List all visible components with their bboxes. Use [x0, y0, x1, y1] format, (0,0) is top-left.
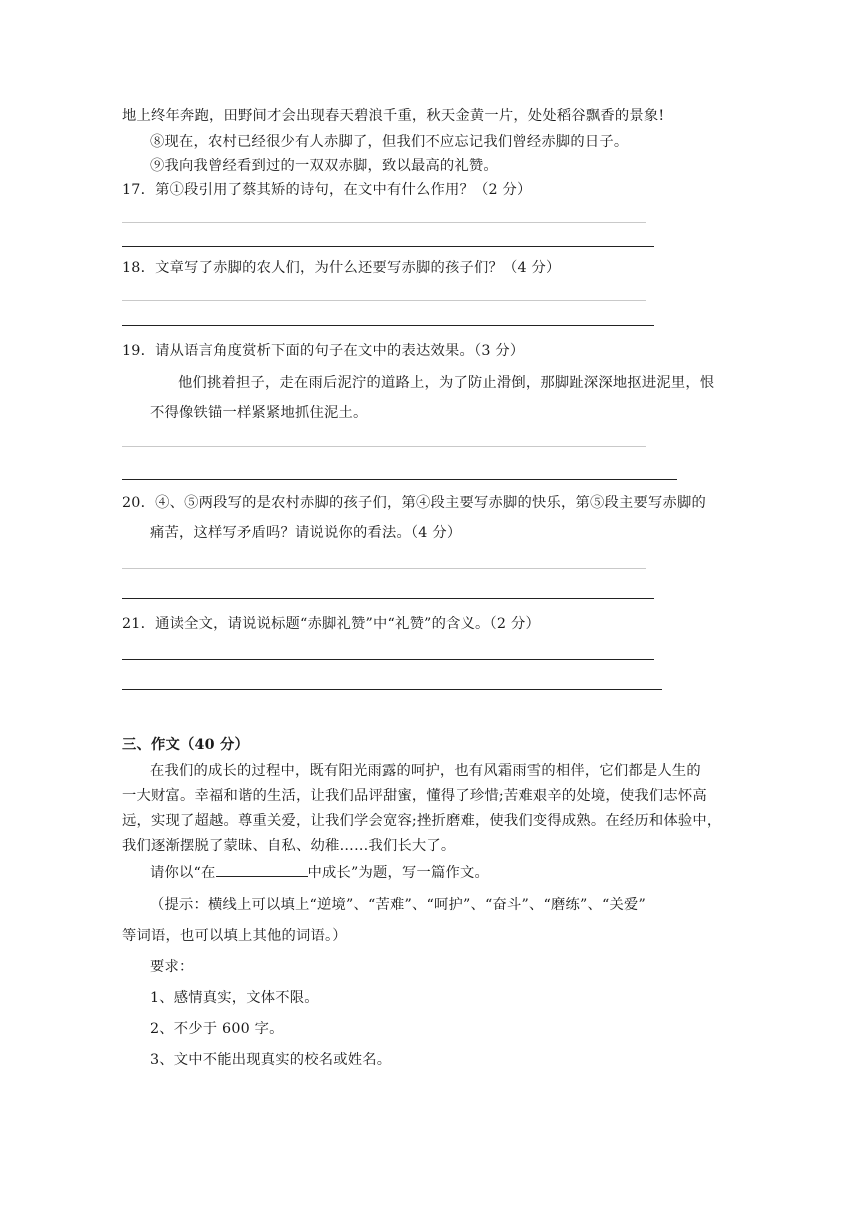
question-17: 17．第①段引用了蔡其矫的诗句，在文中有什么作用？（2 分） — [122, 182, 532, 198]
passage-line: 地上终年奔跑，田野间才会出现春天碧浪千重，秋天金黄一片，处处稻谷飘香的景象! — [122, 108, 665, 124]
section-heading: 三、作文（40 分） — [122, 737, 249, 753]
title-blank[interactable] — [216, 862, 308, 877]
answer-line[interactable] — [122, 300, 646, 301]
answer-line[interactable] — [122, 659, 654, 660]
prompt-text-after: 中成长”为题，写一篇作文。 — [307, 865, 489, 881]
requirement-item: 2、不少于 600 字。 — [150, 1021, 284, 1037]
question-19: 19．请从语言角度赏析下面的句子在文中的表达效果。（3 分） — [122, 343, 525, 359]
answer-line[interactable] — [122, 446, 646, 447]
answer-line[interactable] — [122, 689, 662, 690]
answer-line[interactable] — [122, 246, 654, 247]
composition-hint-line: 等词语，也可以填上其他的词语。） — [122, 928, 347, 944]
answer-line[interactable] — [122, 479, 677, 480]
composition-prompt — [150, 862, 489, 883]
answer-line[interactable] — [122, 222, 646, 223]
passage-paragraph-9: ⑨我向我曾经看到过的一双双赤脚，致以最高的礼赞。 — [150, 158, 498, 174]
composition-intro-line: 一大财富。幸福和谐的生活，让我们品评甜蜜，懂得了珍惜;苦难艰辛的处境，使我们志怀高 — [122, 788, 707, 804]
question-20: 20．④、⑤两段写的是农村赤脚的孩子们，第④段主要写赤脚的快乐，第⑤段主要写赤脚的 — [122, 495, 706, 511]
question-20-continued: 痛苦，这样写矛盾吗？请说说你的看法。（4 分） — [150, 525, 462, 541]
answer-line[interactable] — [122, 598, 654, 599]
requirements-title: 要求： — [150, 959, 194, 975]
quoted-sentence-line: 他们挑着担子，走在雨后泥泞的道路上，为了防止滑倒，那脚趾深深地抠进泥里，恨 — [178, 375, 715, 391]
requirement-item: 1、感情真实，文体不限。 — [150, 990, 319, 1006]
quoted-sentence-line: 不得像铁锚一样紧紧地抓住泥土。 — [150, 405, 368, 421]
composition-intro-line: 我们逐渐摆脱了蒙昧、自私、幼稚……我们长大了。 — [122, 838, 456, 854]
composition-intro-line: 远，实现了超越。尊重关爱，让我们学会宽容;挫折磨难，使我们变得成熟。在经历和体验中， — [122, 813, 722, 829]
composition-intro-line: 在我们的成长的过程中，既有阳光雨露的呵护，也有风霜雨雪的相伴，它们都是人生的 — [150, 763, 701, 779]
composition-hint-line: （提示：横线上可以填上“逆境”、“苦难”、“呵护”、“奋斗”、“磨练”、“关爱” — [150, 897, 647, 913]
prompt-text-before: 请你以“在 — [150, 865, 216, 881]
passage-paragraph-8: ⑧现在，农村已经很少有人赤脚了，但我们不应忘记我们曾经赤脚的日子。 — [150, 134, 629, 150]
requirement-item: 3、文中不能出现真实的校名或姓名。 — [150, 1052, 392, 1068]
answer-line[interactable] — [122, 325, 654, 326]
question-18: 18．文章写了赤脚的农人们，为什么还要写赤脚的孩子们？（4 分） — [122, 260, 561, 276]
question-21: 21．通读全文，请说说标题“赤脚礼赞”中“礼赞”的含义。（2 分） — [122, 616, 540, 632]
answer-line[interactable] — [122, 568, 646, 569]
